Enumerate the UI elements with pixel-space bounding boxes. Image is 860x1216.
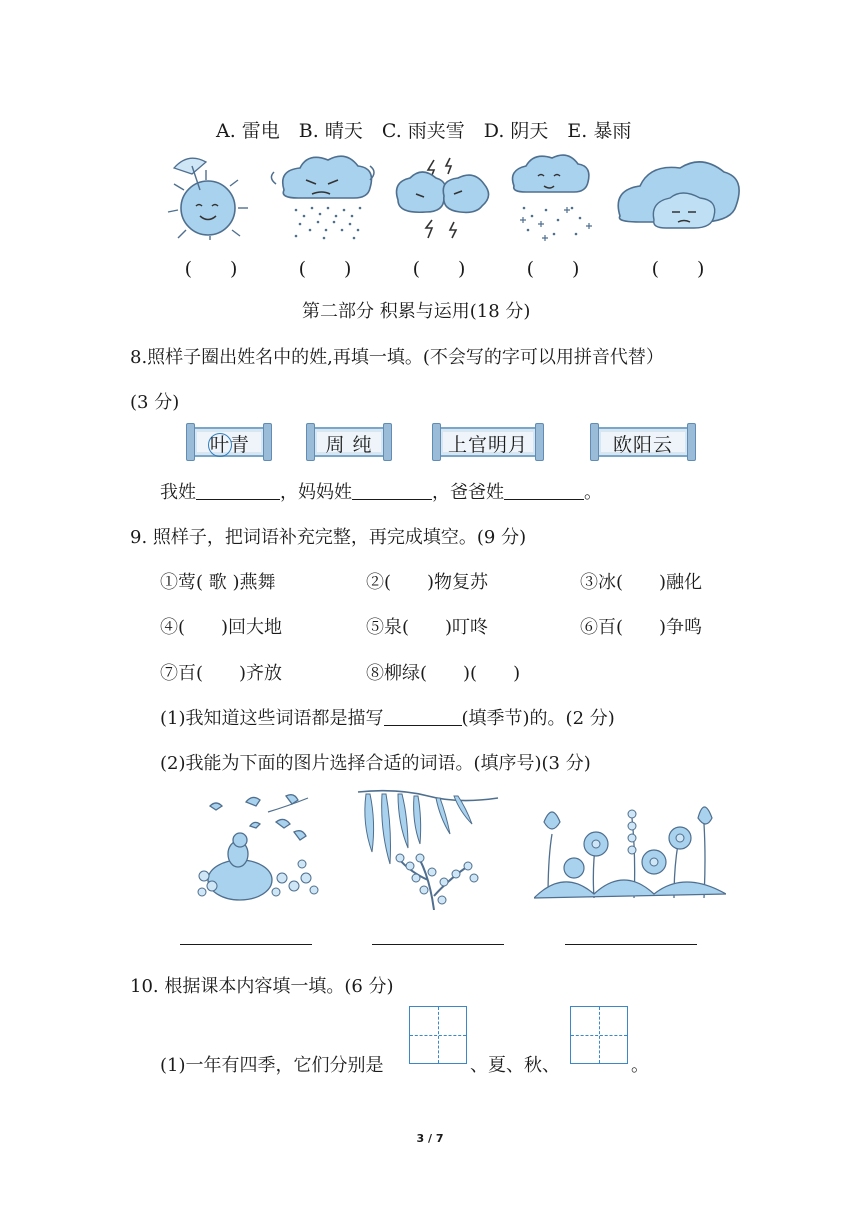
weather-options: A. 雷电 B. 晴天 C. 雨夹雪 D. 阴天 E. 暴雨 xyxy=(216,120,632,142)
question-10-prompt: 10. 根据课本内容填一填。(6 分) xyxy=(130,976,394,997)
answer-line[interactable] xyxy=(372,944,504,945)
idiom-item: ③冰( )融化 xyxy=(580,572,703,593)
name-card xyxy=(306,423,392,461)
question-10-sub1-b: 、夏、秋、 xyxy=(470,1055,560,1076)
answer-line[interactable] xyxy=(565,944,697,945)
question-9-prompt: 9. 照样子，把词语补充完整，再完成填空。(9 分) xyxy=(130,527,527,548)
willow-and-blossom-icon xyxy=(354,786,504,910)
page-number: 3 / 7 xyxy=(416,1132,444,1145)
question-8-score: (3 分) xyxy=(130,392,180,413)
question-10-sub1-a: (1)一年有四季，它们分别是 xyxy=(160,1055,384,1076)
question-9-sub1: (1)我知道这些词语都是描写 (填季节)的。(2 分) xyxy=(160,708,615,729)
question-10-sub1-c: 。 xyxy=(631,1055,649,1076)
answer-blank[interactable]: ( ) xyxy=(651,258,705,280)
sleet-cloud-icon xyxy=(506,150,598,242)
idiom-item: ⑥百( )争鸣 xyxy=(580,617,703,638)
sun-with-umbrella-icon xyxy=(166,150,252,240)
idiom-item: ②( )物复苏 xyxy=(366,572,489,593)
idiom-item: ⑧柳绿( )( ) xyxy=(366,663,521,684)
answer-blank[interactable]: ( ) xyxy=(184,258,238,280)
question-8-fill: 我姓 ，妈妈姓 ，爸爸姓 。 xyxy=(160,482,602,503)
question-8-prompt: 8.照样子圈出姓名中的姓,再填一填。(不会写的字可以用拼音代替） xyxy=(130,347,664,368)
thunder-clouds-icon xyxy=(392,150,492,240)
tianzige-box[interactable] xyxy=(570,1006,628,1064)
answer-line[interactable] xyxy=(180,944,312,945)
name-card xyxy=(432,423,544,461)
idiom-item: ⑦百( )齐放 xyxy=(160,663,283,684)
section-title: 第二部分 积累与运用(18 分) xyxy=(302,301,531,322)
name-card-text: 欧阳云 xyxy=(612,434,673,456)
birds-on-rock-icon xyxy=(190,792,326,910)
fill-blank[interactable] xyxy=(384,707,462,726)
name-card-text: 叶青 xyxy=(209,434,250,456)
circled-surname: 叶 xyxy=(209,434,230,456)
overcast-cloud-icon xyxy=(614,150,740,240)
answer-blank[interactable]: ( ) xyxy=(298,258,352,280)
tianzige-box[interactable] xyxy=(409,1006,467,1064)
flowers-icon xyxy=(534,794,726,902)
answer-blank[interactable]: ( ) xyxy=(412,258,466,280)
fill-blank[interactable] xyxy=(352,481,432,500)
idiom-item: ⑤泉( )叮咚 xyxy=(366,617,489,638)
name-card-text: 周 纯 xyxy=(325,434,373,456)
question-9-sub2: (2)我能为下面的图片选择合适的词语。(填序号)(3 分) xyxy=(160,753,591,774)
name-card-text: 上官明月 xyxy=(447,434,528,456)
answer-blank[interactable]: ( ) xyxy=(526,258,580,280)
rain-cloud-icon xyxy=(266,150,378,240)
fill-blank[interactable] xyxy=(196,481,280,500)
idiom-item: ①莺( 歌 )燕舞 xyxy=(160,572,276,593)
fill-blank[interactable] xyxy=(504,481,584,500)
name-card xyxy=(186,423,272,461)
idiom-item: ④( )回大地 xyxy=(160,617,283,638)
name-card xyxy=(590,423,696,461)
